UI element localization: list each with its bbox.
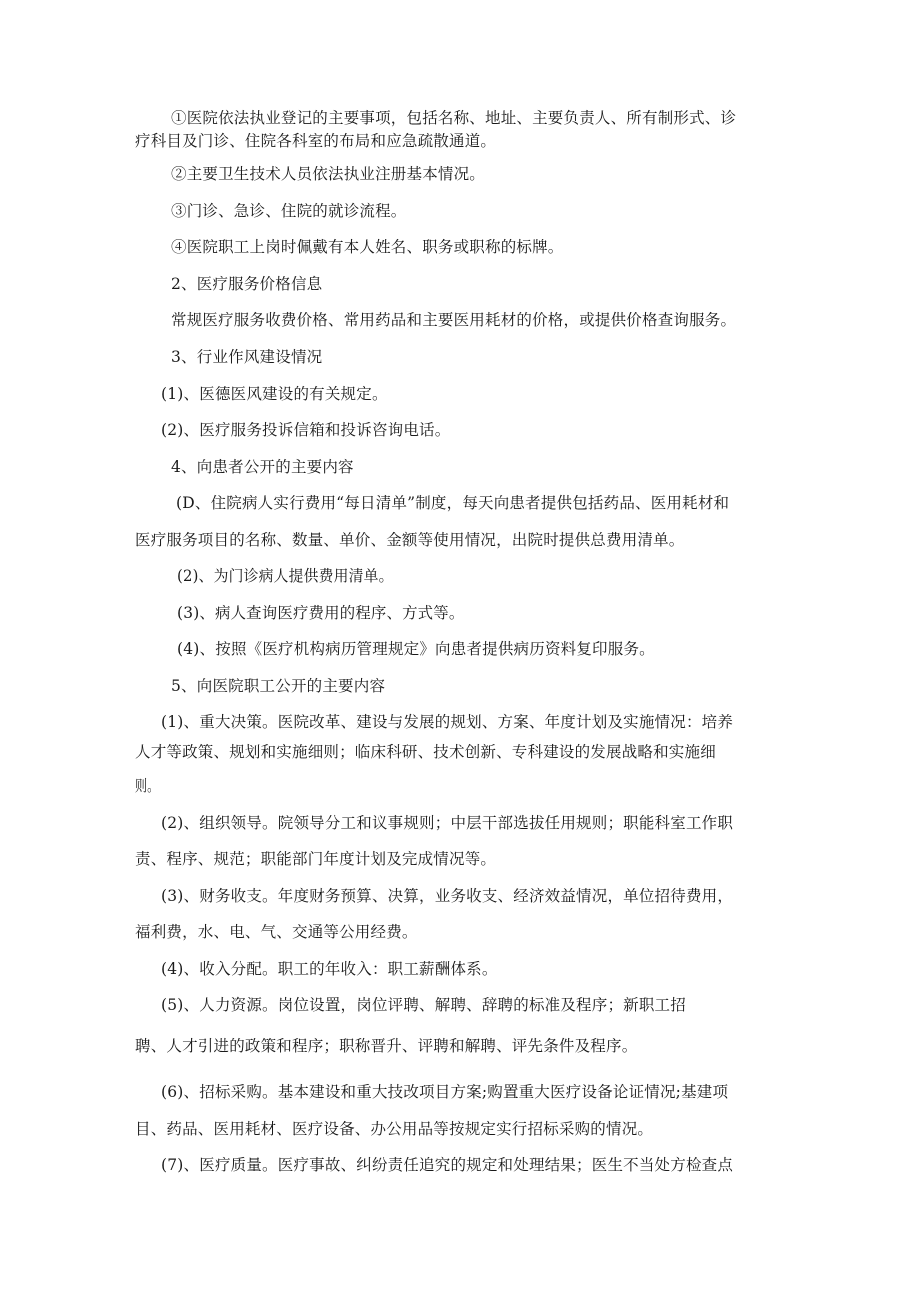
text-line: 疗科目及门诊、住院各科室的布局和应急疏散通道。 [135, 132, 497, 150]
section-heading: 2、医疗服务价格信息 [171, 275, 323, 293]
text-line: (2)、组织领导。院领导分工和议事规则；中层干部选拔任用规则；职能科室工作职 [161, 814, 734, 832]
text-line: (5)、人力资源。岗位设置，岗位评聘、解聘、辞聘的标准及程序；新职工招 [161, 996, 686, 1014]
text-line: 则。 [135, 777, 160, 795]
text-line: (6)、招标采购。基本建设和重大技改项目方案;购置重大医疗设备论证情况;基建项 [161, 1083, 729, 1101]
text-line: ③门诊、急诊、住院的就诊流程。 [171, 202, 407, 220]
text-line: (D、住院病人实行费用“每日清单”制度，每天向患者提供包括药品、医用耗材和 [176, 494, 730, 512]
text-line: ④医院职工上岗时佩戴有本人姓名、职务或职称的标牌。 [171, 238, 564, 256]
section-heading: 5、向医院职工公开的主要内容 [171, 677, 386, 695]
text-line: (4)、收入分配。职工的年收入：职工薪酬体系。 [161, 960, 498, 978]
text-line: (7)、医疗质量。医疗事故、纠纷责任追究的规定和处理结果；医生不当处方检查点 [161, 1156, 734, 1174]
text-line: (1)、医德医风建设的有关规定。 [161, 385, 388, 403]
text-line: 目、药品、医用耗材、医疗设备、办公用品等按规定实行招标采购的情况。 [135, 1120, 654, 1138]
text-line: (4)、按照《医疗机构病历管理规定》向患者提供病历资料复印服务。 [177, 640, 655, 658]
text-line: 责、程序、规范；职能部门年度计划及完成情况等。 [135, 850, 497, 868]
text-line: 常规医疗服务收费价格、常用药品和主要医用耗材的价格，或提供价格查询服务。 [171, 311, 737, 329]
text-line: ②主要卫生技术人员依法执业注册基本情况。 [171, 165, 486, 183]
text-line: (3)、病人查询医疗费用的程序、方式等。 [177, 604, 465, 622]
text-line: (3)、财务收支。年度财务预算、决算，业务收支、经济效益情况，单位招待费用， [161, 887, 734, 905]
text-line: ①医院依法执业登记的主要事项，包括名称、地址、主要负责人、所有制形式、诊 [171, 109, 737, 127]
section-heading: 3、行业作风建设情况 [171, 348, 323, 366]
section-heading: 4、向患者公开的主要内容 [171, 458, 354, 476]
text-line: (1)、重大决策。医院改革、建设与发展的规划、方案、年度计划及实施情况：培养 [161, 713, 734, 731]
text-line: 医疗服务项目的名称、数量、单价、金额等使用情况，出院时提供总费用清单。 [135, 531, 685, 549]
text-line: 聘、人才引进的政策和程序；职称晋升、评聘和解聘、评先条件及程序。 [135, 1037, 638, 1055]
text-line: 福利费，水、电、气、交通等公用经费。 [135, 923, 418, 941]
text-line: (2)、为门诊病人提供费用清单。 [177, 567, 394, 585]
text-line: (2)、医疗服务投诉信箱和投诉咨询电话。 [161, 421, 451, 439]
text-line: 人才等政策、规划和实施细则；临床科研、技术创新、专科建设的发展战略和实施细 [135, 743, 716, 761]
